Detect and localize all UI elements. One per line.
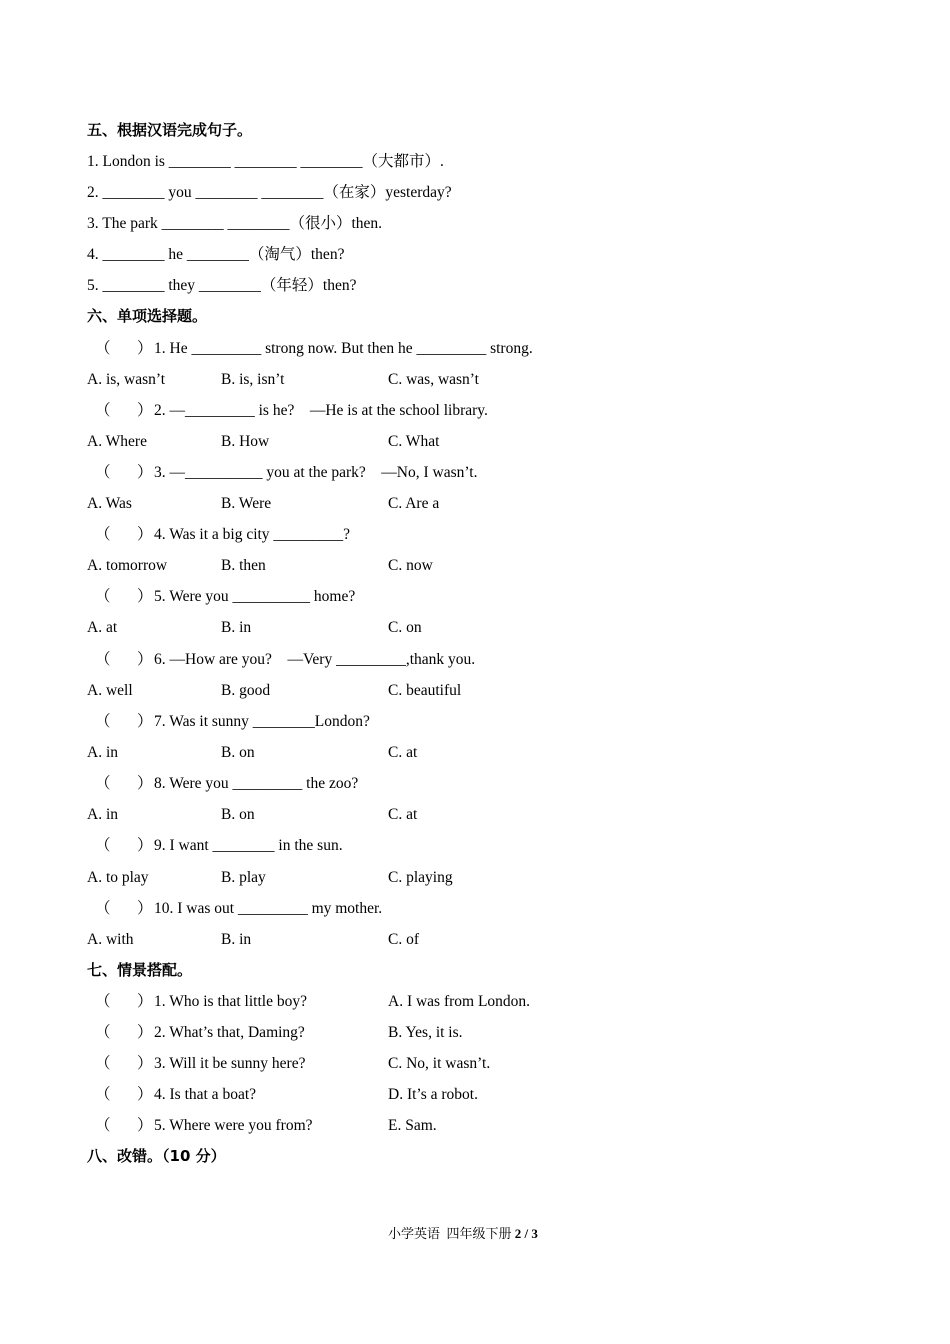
question-stem: 7. Was it sunny ________London? [154, 713, 370, 730]
match-question: 5. Where were you from? [154, 1117, 313, 1134]
footer-label: 小学英语 四年级下册 [388, 1226, 512, 1241]
option-b: B. How [221, 433, 270, 450]
option-a: A. Where [87, 433, 147, 450]
option-b: B. in [221, 619, 252, 636]
match-question: 4. Is that a boat? [154, 1086, 257, 1103]
option-b: B. then [221, 557, 266, 574]
section5-heading: 五、根据汉语完成句子。 [87, 121, 253, 139]
option-a: A. tomorrow [87, 557, 168, 574]
question-stem: 1. He _________ strong now. But then he _________ strong. [154, 340, 533, 357]
answer-blank[interactable]: （ ） [95, 526, 153, 543]
match-question: 3. Will it be sunny here? [154, 1055, 306, 1072]
answer-blank[interactable]: （ ） [95, 775, 153, 792]
section5-item-2: 2. ________ you ________ ________（在家）yesterday? [87, 184, 452, 201]
option-b: B. good [221, 682, 271, 699]
question-stem: 4. Was it a big city _________? [154, 526, 351, 543]
page-number: 2 / 3 [514, 1226, 538, 1241]
option-b: B. on [221, 806, 255, 823]
option-a: A. in [87, 744, 118, 761]
match-response: D. It’s a robot. [388, 1086, 478, 1103]
option-c: C. was, wasn’t [388, 371, 479, 388]
option-c: C. now [388, 557, 433, 574]
match-answer-blank[interactable]: （ ） [95, 1024, 153, 1041]
option-a: A. with [87, 931, 134, 948]
page-footer [388, 1223, 538, 1245]
section5-item-1: 1. London is ________ ________ ________（大都市）. [87, 153, 444, 170]
match-question: 1. Who is that little boy? [154, 993, 307, 1010]
option-c: C. of [388, 931, 419, 948]
match-response: B. Yes, it is. [388, 1024, 463, 1041]
match-answer-blank[interactable]: （ ） [95, 1086, 153, 1103]
match-answer-blank[interactable]: （ ） [95, 993, 153, 1010]
question-stem: 10. I was out _________ my mother. [154, 900, 383, 917]
match-response: E. Sam. [388, 1117, 437, 1134]
option-b: B. is, isn’t [221, 371, 285, 388]
option-a: A. is, wasn’t [87, 371, 166, 388]
answer-blank[interactable]: （ ） [95, 651, 153, 668]
answer-blank[interactable]: （ ） [95, 588, 153, 605]
match-response: C. No, it wasn’t. [388, 1055, 491, 1072]
match-response: A. I was from London. [388, 993, 531, 1010]
option-b: B. play [221, 869, 266, 886]
question-stem: 6. —How are you? —Very _________,thank you. [154, 651, 476, 668]
option-c: C. What [388, 433, 440, 450]
question-stem: 5. Were you __________ home? [154, 588, 356, 605]
option-c: C. playing [388, 869, 453, 886]
match-question: 2. What’s that, Daming? [154, 1024, 305, 1041]
option-a: A. in [87, 806, 118, 823]
option-a: A. well [87, 682, 133, 699]
option-a: A. Was [87, 495, 132, 512]
section8-heading: 八、改错。（10 分） [87, 1147, 226, 1165]
question-stem: 8. Were you _________ the zoo? [154, 775, 359, 792]
answer-blank[interactable]: （ ） [95, 340, 153, 357]
answer-blank[interactable]: （ ） [95, 402, 153, 419]
answer-blank[interactable]: （ ） [95, 837, 153, 854]
section5-item-4: 4. ________ he ________（淘气）then? [87, 246, 345, 263]
option-c: C. at [388, 744, 418, 761]
section5-item-5: 5. ________ they ________（年轻）then? [87, 277, 357, 294]
option-a: A. to play [87, 869, 149, 886]
section7-heading: 七、情景搭配。 [87, 961, 193, 979]
answer-blank[interactable]: （ ） [95, 900, 153, 917]
option-c: C. on [388, 619, 422, 636]
answer-blank[interactable]: （ ） [95, 713, 153, 730]
section5-item-3: 3. The park ________ ________（很小）then. [87, 215, 383, 232]
match-answer-blank[interactable]: （ ） [95, 1055, 153, 1072]
option-c: C. beautiful [388, 682, 462, 699]
option-b: B. in [221, 931, 252, 948]
option-a: A. at [87, 619, 118, 636]
question-stem: 2. —_________ is he? —He is at the school library. [154, 402, 488, 419]
option-c: C. at [388, 806, 418, 823]
question-stem: 9. I want ________ in the sun. [154, 837, 343, 854]
option-b: B. on [221, 744, 255, 761]
answer-blank[interactable]: （ ） [95, 464, 153, 481]
option-c: C. Are a [388, 495, 440, 512]
option-b: B. Were [221, 495, 272, 512]
question-stem: 3. —__________ you at the park? —No, I wasn’t. [154, 464, 478, 481]
section6-heading: 六、单项选择题。 [87, 307, 208, 325]
match-answer-blank[interactable]: （ ） [95, 1117, 153, 1134]
